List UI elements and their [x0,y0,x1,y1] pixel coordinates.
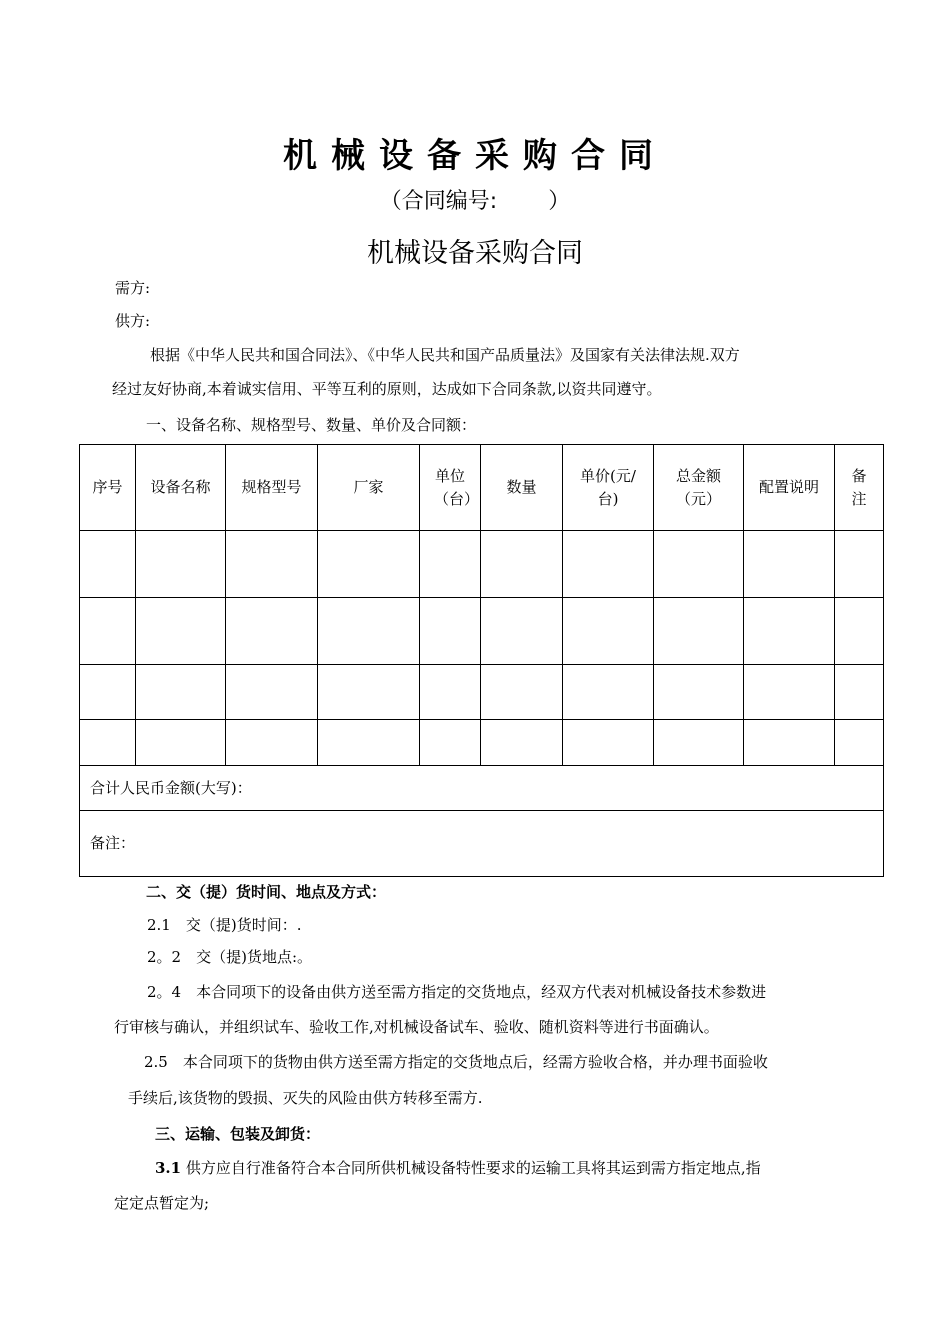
header-name: 设备名称 [136,445,226,531]
header-maker: 厂家 [318,445,420,531]
item-2-4-line2: 行审核与确认，并组织试车、验收工作,对机械设备试车、验收、随机资料等进行书面确认。 [114,1018,719,1036]
total-amount-row [80,766,884,811]
section3-heading: 三、运输、包装及卸货： [155,1125,321,1143]
item-3-1-text: 供方应自行准备符合本合同所供机械设备特性要求的运输工具将其运到需方指定地点,指 [181,1159,761,1177]
supplier-label: 供方: [115,312,151,330]
header-model: 规格型号 [226,445,318,531]
intro-paragraph-line1: 根据《中华人民共和国合同法》、《中华人民共和国产品质量法》及国家有关法律法规.双方 [150,346,740,364]
item-2-1: 2.1 交（提)货时间：. [147,916,302,934]
section1-heading: 一、设备名称、规格型号、数量、单价及合同额： [146,416,477,434]
item-2-4-line1: 2。4 本合同项下的设备由供方送至需方指定的交货地点，经双方代表对机械设备技术参数进 [147,983,767,1001]
remark-label: 备注： [80,811,884,877]
header-qty: 数量 [481,445,563,531]
table-row [80,665,884,720]
item-3-1-number: 3.1 [155,1159,182,1177]
item-3-1-line2: 定定点暂定为; [114,1194,210,1212]
item-2-2: 2。2 交（提)货地点:。 [147,948,312,966]
table-header-row [80,445,884,531]
remark-row [80,811,884,877]
table-row [80,720,884,766]
buyer-label: 需方: [115,279,151,297]
document-subtitle: 机械设备采购合同 [367,238,583,269]
intro-paragraph-line2: 经过友好协商,本着诚实信用、平等互利的原则，达成如下合同条款,以资共同遵守。 [112,380,662,398]
header-config: 配置说明 [744,445,835,531]
document-title: 机械设备采购合同 [283,136,667,176]
header-price: 单价(元/台) [563,445,654,531]
table-row [80,531,884,598]
header-unit: 单位（台） [420,445,481,531]
item-2-5-line2: 手续后,该货物的毁损、灭失的风险由供方转移至需方. [128,1089,483,1107]
contract-number: （合同编号: ） [379,189,571,214]
equipment-table [79,444,884,877]
total-amount-label: 合计人民币金额(大写)： [80,766,884,811]
item-3-1-line1 [155,1157,761,1178]
header-no: 序号 [80,445,136,531]
header-total: 总金额（元） [654,445,744,531]
table-row [80,598,884,665]
header-remark: 备注 [835,445,884,531]
item-2-5-line1: 2.5 本合同项下的货物由供方送至需方指定的交货地点后，经需方验收合格，并办理书面验收 [144,1053,768,1071]
section2-heading: 二、交（提）货时间、地点及方式： [146,883,387,901]
